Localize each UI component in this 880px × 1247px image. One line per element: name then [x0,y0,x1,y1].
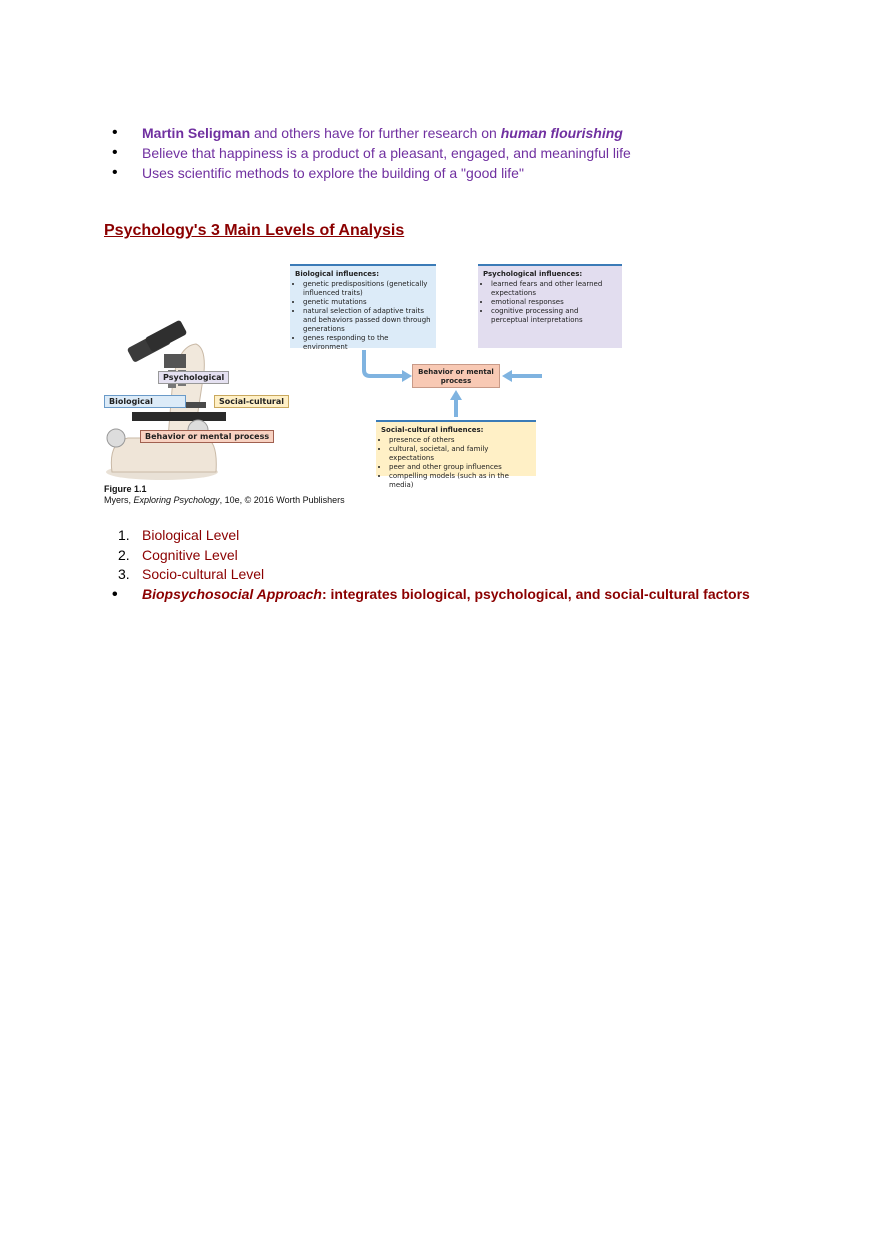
bullet-scientific [112,163,631,183]
list-item: • peer and other group influences [389,463,531,472]
list-item: • emotional responses [491,298,617,307]
biological-influences-box [290,264,436,351]
figure-levels-of-analysis [102,262,603,512]
levels-of-analysis-list [112,526,750,604]
scientific-text: Uses scientific methods to explore the building of a "good life" [142,165,524,181]
list-item: • genetic predispositions (genetically influenced traits) [303,280,431,298]
arrow-from-psychological [510,350,542,376]
caption-author: Myers, [104,495,134,505]
level-label: Biological Level [142,527,240,543]
list-item: • cultural, societal, and family expectations [389,445,531,463]
level-label: Cognitive Level [142,546,238,563]
list-item: • learned fears and other learned expectations [491,280,617,298]
list-number: 3. [118,566,130,582]
psychological-influences-box [478,264,622,348]
psychological-influences-title: Psychological influences: [483,270,583,278]
psychological-influences-list [483,280,617,325]
list-number: 1. [118,527,130,543]
bullet-dot: • [112,585,118,603]
microscope-label-social-cultural: Social-cultural [214,395,289,408]
list-number: 2. [118,546,130,563]
human-flourishing-term: human flourishing [500,125,623,141]
caption-rest: , 10e, © 2016 Worth Publishers [219,495,345,505]
list-item: • compelling models (such as in the media) [389,472,531,490]
list-item: • presence of others [389,436,531,445]
caption-book: Exploring Psychology [133,495,220,505]
biopsychosocial-term: Biopsychosocial Approach [142,585,322,602]
list-item: • genes responding to the environment [303,334,431,352]
figure-caption-credit [104,495,345,505]
biopsychosocial-approach-item [112,585,750,605]
level-item [112,565,750,585]
seligman-name: Martin Seligman [142,125,251,141]
biological-influences-list [295,280,431,352]
list-item: • genetic mutations [303,298,431,307]
level-item [112,546,750,566]
figure-caption-title: Figure 1.1 [104,484,147,494]
social-cultural-influences-box [376,420,536,489]
bullet-seligman [112,123,631,143]
section-heading: Psychology's 3 Main Levels of Analysis [104,222,405,239]
level-label: Socio-cultural Level [142,566,265,582]
happiness-text: Believe that happiness is a product of a pleasant, engaged, and meaningful life [142,145,631,161]
level-item [112,526,750,546]
arrow-from-biological [364,350,402,376]
list-item: • cognitive processing and perceptual interpretations [491,307,617,325]
microscope-label-biological: Biological [104,395,186,408]
bullet-happiness [112,143,631,163]
social-influences-list [381,436,531,490]
behavior-center-box: Behavior or mental process [412,364,500,388]
biopsychosocial-description: : integrates biological, psychological, and social-cultural factors [321,585,750,602]
positive-psychology-bullets [112,123,631,183]
seligman-text: and others have for further research on [250,125,501,141]
list-item: • natural selection of adaptive traits and behaviors passed down through generations [303,307,431,334]
microscope-label-psychological: Psychological [158,371,229,384]
biological-influences-title: Biological influences: [295,270,380,278]
social-influences-title: Social-cultural influences: [381,426,484,434]
microscope-label-behavior: Behavior or mental process [140,430,274,443]
